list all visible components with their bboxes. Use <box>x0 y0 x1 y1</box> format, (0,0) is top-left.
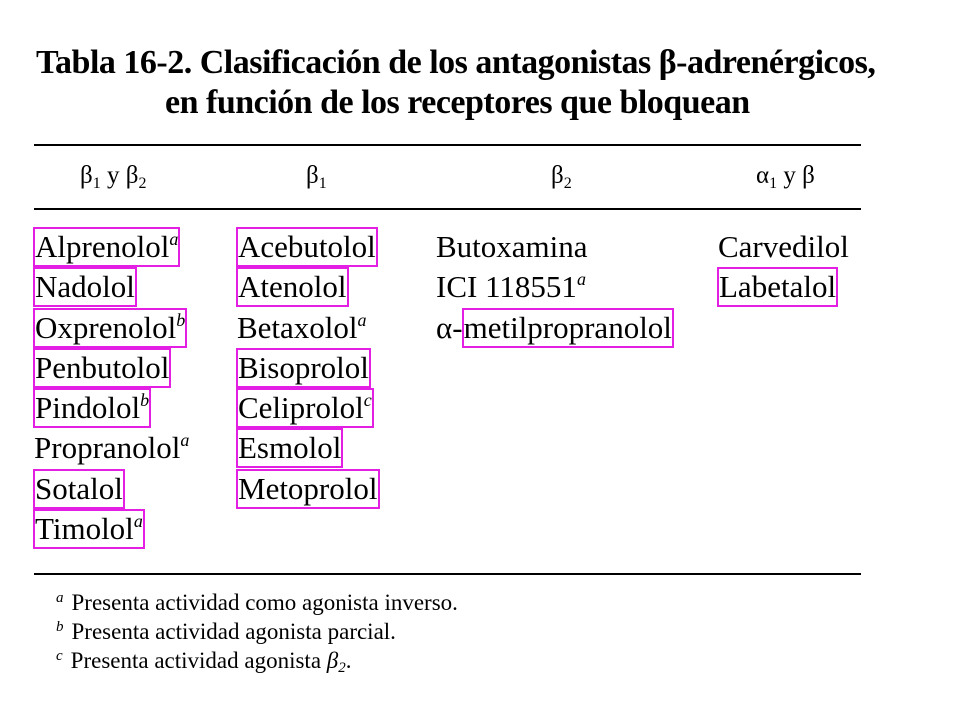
footnote-marker: a <box>133 511 143 532</box>
footnote-marker: b <box>140 390 150 411</box>
drug-entry <box>34 389 189 429</box>
header-beta1: $\beta_1$ <box>306 162 327 192</box>
drug-name-highlighted: Penbutolol <box>35 349 170 385</box>
drug-entry <box>34 470 189 510</box>
column-beta1 <box>237 228 379 510</box>
drug-entry <box>34 510 189 550</box>
drug-name-highlighted: Bisoprolol <box>238 349 369 385</box>
footnote-marker: b <box>176 309 186 330</box>
drug-entry <box>34 349 189 389</box>
footnote-a: $^a$ Presenta actividad como agonista inverso. <box>56 590 458 615</box>
table-title-line1: Tabla 16-2. Clasificación de los antagonistas β-adrenérgicos, <box>36 44 876 81</box>
drug-entry <box>718 268 849 308</box>
drug-entry <box>718 228 849 268</box>
drug-entry <box>237 309 379 349</box>
footnote-marker: a <box>180 430 190 451</box>
drug-entry <box>237 268 379 308</box>
header-beta1-beta2: $\beta_1$ y $\beta_2$ <box>80 162 147 192</box>
drug-name: Propranolol$^a$ <box>34 430 190 466</box>
drug-name-highlighted: Nadolol <box>35 269 135 305</box>
footnote-b: $^b$ Presenta actividad agonista parcial. <box>56 619 396 644</box>
drug-prefix: α- <box>436 309 463 345</box>
drug-entry <box>34 309 189 349</box>
drug-name-highlighted: Acebutolol <box>238 229 376 264</box>
drug-name-highlighted: Labetalol <box>719 269 837 305</box>
footnotes <box>56 588 458 675</box>
drug-name: ICI 118551$^a$ <box>436 269 586 305</box>
drug-entry <box>34 228 189 268</box>
drug-name-highlighted: metilpropranolol <box>463 309 672 345</box>
drug-entry <box>237 228 379 268</box>
drug-name-highlighted: Atenolol <box>238 269 347 305</box>
drug-entry <box>237 389 379 429</box>
header-rule <box>34 208 861 210</box>
drug-entry <box>34 268 189 308</box>
table-title-line2: en función de los receptores que bloquean <box>165 84 750 121</box>
header-beta2: $\beta_2$ <box>551 162 572 192</box>
column-beta1-beta2 <box>34 228 189 550</box>
bottom-rule <box>34 573 861 575</box>
drug-entry <box>237 429 379 469</box>
footnote-marker: a <box>357 309 367 330</box>
top-rule <box>34 144 861 146</box>
column-alpha1-beta <box>718 228 849 309</box>
drug-name-highlighted: Alprenolol$^a$ <box>35 229 179 264</box>
drug-name-highlighted: Pindolol$^b$ <box>35 390 150 426</box>
drug-name: Betaxolol$^a$ <box>237 309 367 345</box>
footnote-marker: a <box>576 269 586 290</box>
drug-name: Butoxamina <box>436 229 588 264</box>
drug-entry <box>237 470 379 510</box>
drug-name-highlighted: Metoprolol <box>238 470 378 506</box>
drug-entry <box>436 268 673 308</box>
header-alpha1-beta: $\alpha_1$ y β <box>756 162 815 192</box>
drug-entry <box>436 309 673 349</box>
drug-name: Carvedilol <box>718 229 849 264</box>
column-beta2 <box>436 228 673 349</box>
drug-name-highlighted: Timolol$^a$ <box>35 511 143 547</box>
footnote-marker: c <box>363 390 372 411</box>
drug-entry <box>237 349 379 389</box>
drug-name-highlighted: Celiprolol$^c$ <box>238 390 372 426</box>
drug-name-highlighted: Oxprenolol$^b$ <box>35 309 186 345</box>
drug-entry <box>34 429 189 469</box>
drug-name-highlighted: Sotalol <box>35 470 123 506</box>
footnote-c: $^c$ Presenta actividad agonista $\beta_2$. <box>56 648 352 676</box>
drug-name-highlighted: Esmolol <box>238 430 342 466</box>
drug-entry <box>436 228 673 268</box>
footnote-marker: a <box>169 229 179 249</box>
